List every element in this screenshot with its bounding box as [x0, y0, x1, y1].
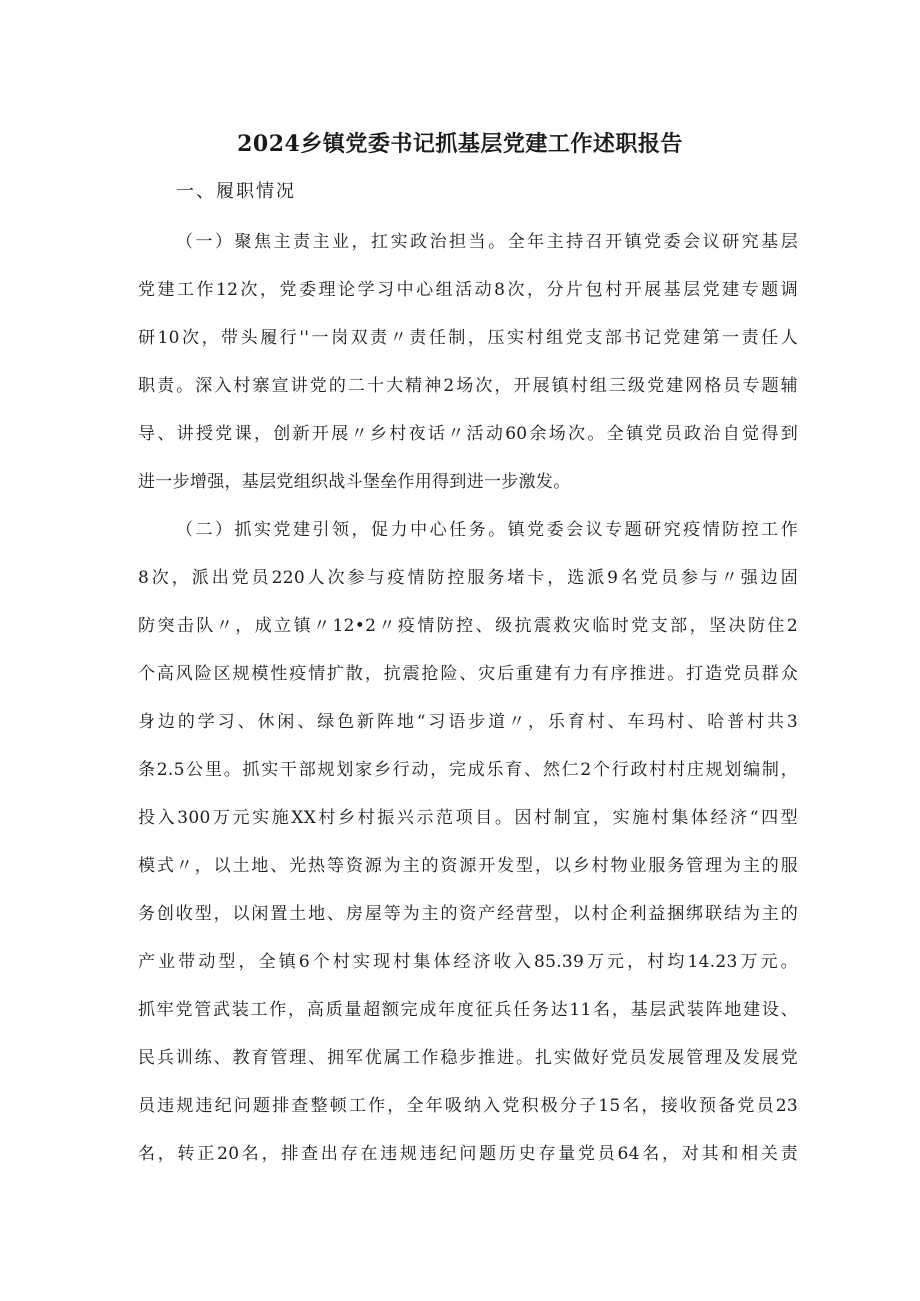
paragraph-2-line: 8次，派出党员220人次参与疫情防控服务堵卡，选派9名党员参与〃强边固	[138, 568, 798, 588]
paragraph-2-line: 产业带动型，全镇6个村实现村集体经济收入85.39万元，村均14.23万元。	[138, 952, 798, 972]
paragraph-2-line: 抓牢党管武装工作，高质量超额完成年度征兵任务达11名，基层武装阵地建设、	[138, 1000, 798, 1020]
paragraph-1-line: 研10次，带头履行''一岗双责〃责任制，压实村组党支部书记党建第一责任人	[138, 328, 798, 348]
paragraph-2-line: 模式〃，以土地、光热等资源为主的资源开发型，以乡村物业服务管理为主的服	[138, 856, 798, 876]
paragraph-2-line: 条2.5公里。抓实干部规划家乡行动，完成乐育、然仁2个行政村村庄规划编制，	[138, 760, 798, 780]
paragraph-2-line: （二）抓实党建引领，促力中心任务。镇党委会议专题研究疫情防控工作	[176, 520, 798, 540]
paragraph-2-line: 员违规违纪问题排查整顿工作，全年吸纳入党积极分子15名，接收预备党员23	[138, 1096, 798, 1116]
paragraph-2-line: 民兵训练、教育管理、拥军优属工作稳步推进。扎实做好党员发展管理及发展党	[138, 1048, 798, 1068]
document-title: 2024乡镇党委书记抓基层党建工作述职报告	[237, 131, 683, 157]
paragraph-1-line: 导、讲授党课，创新开展〃乡村夜话〃活动60余场次。全镇党员政治自觉得到	[138, 424, 798, 444]
paragraph-1-line: 党建工作12次，党委理论学习中心组活动8次，分片包村开展基层党建专题调	[138, 280, 798, 300]
paragraph-1-line: 职责。深入村寨宣讲党的二十大精神2场次，开展镇村组三级党建网格员专题辅	[138, 376, 798, 396]
paragraph-1-line: （一）聚焦主责主业，扛实政治担当。全年主持召开镇党委会议研究基层	[176, 232, 798, 252]
section-heading: 一、履职情况	[176, 181, 296, 202]
paragraph-2-line: 防突击队〃，成立镇〃12•2〃疫情防控、级抗震救灾临时党支部，坚决防住2	[138, 616, 798, 636]
paragraph-2-line: 投入300万元实施XX村乡村振兴示范项目。因村制宜，实施村集体经济“四型	[138, 808, 798, 828]
paragraph-2-line: 身边的学习、休闲、绿色新阵地“习语步道〃，乐育村、车玛村、哈普村共3	[138, 712, 798, 732]
paragraph-1-line: 进一步增强，基层党组织战斗堡垒作用得到进一步激发。	[138, 472, 571, 492]
paragraph-2-line: 务创收型，以闲置土地、房屋等为主的资产经营型，以村企利益捆绑联结为主的	[138, 904, 798, 924]
paragraph-2-line: 名，转正20名，排查出存在违规违纪问题历史存量党员64名，对其和相关责	[138, 1144, 798, 1164]
paragraph-2-line: 个高风险区规模性疫情扩散，抗震抢险、灾后重建有力有序推进。打造党员群众	[138, 664, 798, 684]
